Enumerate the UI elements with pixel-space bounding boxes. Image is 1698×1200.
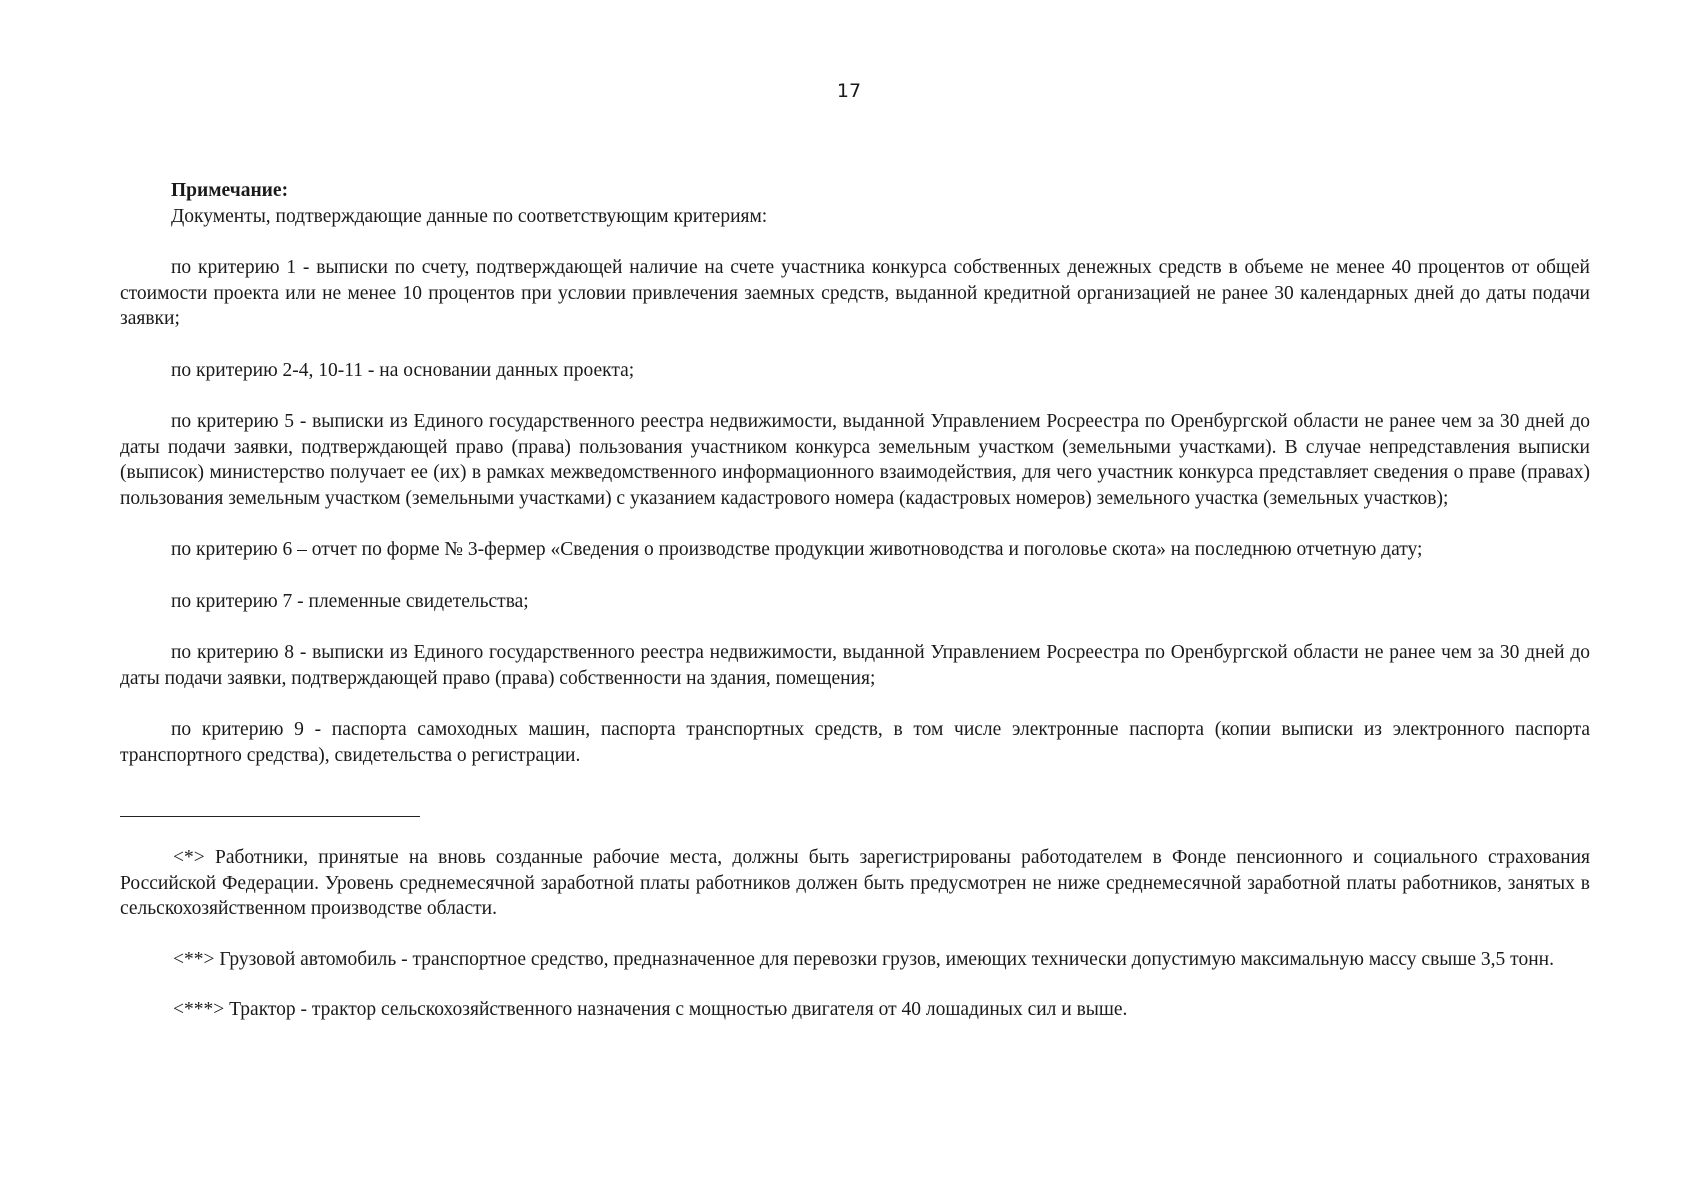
footnote-truck: <**> Грузовой автомобиль - транспортное средство, предназначенное для перевозки грузов, имеющих технически допустимую максимальную массу свыше 3,5 тонн. <box>173 948 1554 970</box>
criterion-8-paragraph: по критерию 8 - выписки из Единого государственного реестра недвижимости, выданной Управлением Росреестра по Оренбургской области не ранее чем за 30 дней до даты подачи заявки, подтверждающей право (права) собственности на здания, помещения; <box>120 642 1590 689</box>
footnote-divider <box>120 816 420 817</box>
note-title: Примечание: <box>171 180 289 201</box>
document-body <box>120 178 1590 794</box>
criterion-5-paragraph: по критерию 5 - выписки из Единого государственного реестра недвижимости, выданной Управлением Росреестра по Оренбургской области не ранее чем за 30 дней до даты подачи заявки, подтверждающей право (права) пользования участником конкурса земельным участком (земельными участками). В случае непредставления выписки (выписок) министерство получает ее (их) в рамках межведомственного информационного взаимодействия, для чего участник конкурса представляет сведения о праве (правах) пользования земельным участком (земельными участками) с указанием кадастрового номера (кадастровых номеров) земельного участка (земельных участков); <box>120 411 1590 509</box>
footnotes-section <box>120 845 1590 1048</box>
criterion-7-paragraph: по критерию 7 - племенные свидетельства; <box>171 590 529 612</box>
note-intro: Документы, подтверждающие данные по соответствующим критериям: <box>171 205 768 227</box>
footnote-tractor: <***> Трактор - трактор сельскохозяйственного назначения с мощностью двигателя от 40 лошадиных сил и выше. <box>173 999 1128 1020</box>
criterion-2-4-10-11-paragraph: по критерию 2-4, 10-11 - на основании данных проекта; <box>171 359 635 381</box>
footnote-workers: <*> Работники, принятые на вновь созданные рабочие места, должны быть зарегистрированы работодателем в Фонде пенсионного и социального страхования Российской Федерации. Уровень среднемесячной заработной платы работников должен быть предусмотрен не ниже среднемесячной заработной платы работников, занятых в сельскохозяйственном производстве области. <box>120 847 1590 919</box>
criterion-1-paragraph: по критерию 1 - выписки по счету, подтверждающей наличие на счете участника конкурса собственных денежных средств в объеме не менее 40 процентов от общей стоимости проекта или не менее 10 процентов при условии привлечения заемных средств, выданной кредитной организацией не ранее 30 календарных дней до даты подачи заявки; <box>120 257 1590 329</box>
criterion-6-paragraph: по критерию 6 – отчет по форме № 3-фермер «Сведения о производстве продукции животноводства и поголовье скота» на последнюю отчетную дату; <box>171 539 1423 560</box>
criterion-9-paragraph: по критерию 9 - паспорта самоходных машин, паспорта транспортных средств, в том числе электронные паспорта (копии выписки из электронного паспорта транспортного средства), свидетельства о регистрации. <box>120 719 1590 766</box>
page-number: 17 <box>836 80 862 102</box>
